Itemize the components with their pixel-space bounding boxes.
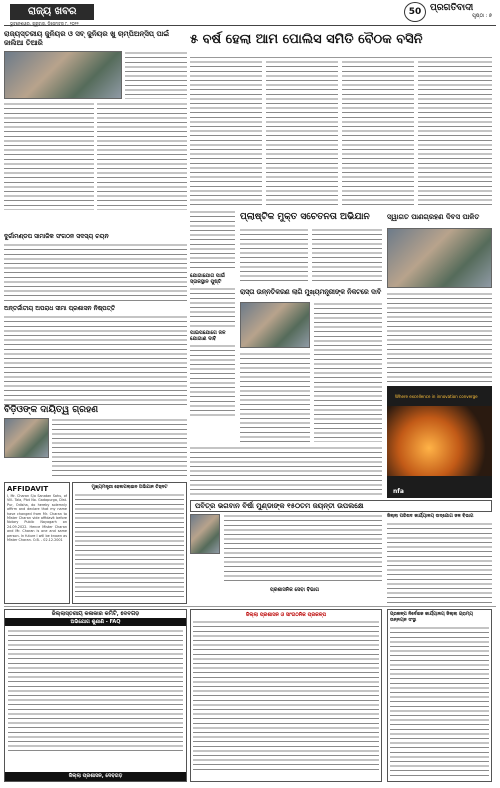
group-photo [387, 228, 492, 288]
body-text [4, 243, 187, 303]
road-photo [240, 302, 310, 348]
team-photo [4, 51, 122, 99]
police-story-columns [190, 60, 492, 208]
birsa-portrait [190, 514, 220, 554]
birsa-notice [190, 514, 382, 604]
body-text [193, 620, 379, 770]
headline: ବିଡ଼ିଓଙ୍କ ଦାୟିତ୍ୱ ଗ୍ରହଣ [4, 405, 99, 415]
body-text [52, 418, 187, 478]
body-text [75, 493, 184, 599]
scheme-title: ମୁଖ୍ୟମନ୍ତ୍ରୀ ହେଲପଲାଇନ ଅଭିଯାନ ଚିହ୍ନଟ [91, 485, 168, 490]
right-notice [387, 500, 492, 604]
brand-name: ପ୍ରଗତିବାଦୀ [430, 3, 474, 13]
body-text [97, 102, 187, 210]
scheme-box [72, 482, 187, 604]
left-story-3 [4, 305, 187, 405]
advert-tagline: Where excellence in innovation converge [395, 394, 478, 399]
affidavit-box [4, 482, 70, 604]
body-text [418, 60, 492, 208]
body-text [125, 51, 187, 99]
left-story-4 [4, 405, 187, 480]
affidavit-title: AFFIDAVIT [7, 485, 49, 493]
advert-logo: nfa [393, 488, 404, 495]
faq-box [4, 609, 187, 782]
body-text [190, 287, 235, 327]
body-text [190, 210, 235, 270]
main-headline-box [190, 30, 492, 58]
body-text [190, 60, 262, 208]
body-text [387, 522, 492, 606]
advert-image [387, 406, 492, 476]
notice-title: ଜିଲ୍ଲା ପରିଷଦ କାର୍ଯ୍ୟାଳୟ ଉଦ୍‌ଯୋଗ ଜଳ ବିଭାଗ [387, 514, 474, 519]
portrait-photo [4, 418, 49, 458]
tender-notice [387, 609, 492, 782]
faq-footer: ଜିଲ୍ଲା ପ୍ରଶାସନ, ଦେବଗଡ଼ [5, 772, 186, 781]
affidavit-body: I, Mr. Charan S/o Sanatan Sahu, of Vill- Tala, Plot No. Gadapurga, Dist. Pur, Odisha, do hereby solemnly affirm and declare that my name have changed from Mr. Charan to Mister Charan vide affidavit before Notary Public Nayagarh on 24.09.2022. Hence Mister Charan and Mr. Charan is one and same person. In future I will be known as Mister Charan. O.B. - 02.12.2001 [7, 494, 67, 543]
body-text [240, 228, 308, 283]
headline: ଅନ୍ତର୍ଜାତୀୟ ଅପରାଧ ସୀମା ପ୍ରଶାସନ ନିଷ୍ପତ୍ତି [4, 305, 116, 312]
body-text [4, 102, 94, 210]
scheme-notice [190, 609, 382, 782]
mid-column [190, 210, 235, 410]
road-headline: ରାସ୍ତା ଉନ୍ନତିକରଣ ଲାଗି ମୁଖ୍ୟମନ୍ତ୍ରୀଙ୍କ ନିକଟରେ ଦାବି [240, 288, 382, 296]
body-text [240, 352, 310, 442]
section-title: ରାଜ୍ୟ ଖବର [10, 4, 94, 20]
body-text [266, 60, 338, 208]
headline: ପାଇପଯୋଗେ ଜଳ ଯୋଗାଣ ଦାବି [190, 330, 226, 342]
body-text [314, 302, 382, 442]
headline: ଯୋଗାଯୋଗ ପାଇଁ ସ୍ତାକସ୍ଥାନ ପୁଷ୍ଟି [190, 273, 225, 285]
faq-list [8, 629, 183, 755]
faq-head: ଅଭିଯୋଗ ଶୁଣାଣି - FAQ [5, 618, 186, 626]
tender-title: ପ୍ରକଳ୍ପ ନିର୍ଦେଶକ କାର୍ଯ୍ୟାଳୟ ଜିଲ୍ଲା ଗ୍ରାମ୍ୟ ଉନ୍ନୟନ ସଂସ୍ଥା [390, 612, 473, 623]
scheme-notice-title: ଜିଲ୍ଲା ପ୍ରଶାସନ ଓ ସାଂଗଠନିକ ପ୍ରକଳ୍ପ [245, 612, 327, 618]
body-text [190, 446, 382, 498]
swadesh-body [387, 292, 492, 382]
divider [4, 606, 496, 607]
plastic-headline: ପ୍ଲାଷ୍ଟିକ ମୁକ୍ତ ସଚେତନତା ଅଭିଯାନ [240, 212, 370, 222]
dateline: ଭୁବନେଶ୍ୱର, ଗୁରୁବାର, ଡିସେମ୍ବର ୮, ୨୦୨୨ [10, 21, 79, 26]
body-text [312, 228, 382, 283]
body-text [342, 60, 414, 208]
left-story-2 [4, 233, 187, 303]
faq-org: ଜିଲ୍ଲାସ୍ତରୀୟ କଳାକାର କମିଟି, ଦେବଗଡ଼ [51, 611, 140, 617]
headline: ରାଜ୍ୟସ୍ତରୀୟ ଜୁନିୟର ଓ ସବ୍ ଜୁନିୟର ଖୁ ଚାମ୍ପିଅନ୍‌ସିପ୍‌ ପାଇଁ ଜାଲିଆ ତିଆରି [4, 30, 170, 47]
page-number: ପୃଷ୍ଠା : ୭ [472, 13, 492, 19]
plastic-story [240, 228, 382, 283]
road-headline-box [240, 286, 382, 300]
main-headline: ୫ ବର୍ଷ ହେଲା ଆମ ପୋଲିସ ସମିତି ବୈଠକ ବସିନି [190, 32, 423, 47]
body-text [224, 514, 382, 584]
birsa-signature: ପ୍ରଶାସନିକ ସେବା ବିଭାଗ [270, 587, 319, 593]
birsa-title: ପବିତ୍ର ଭଗବାନ ବିର୍ଷା ମୁଣ୍ଡାଙ୍କ ୧୫୦ତମ ଜୟନ୍ତୀ ଉପଲକ୍ଷେ [195, 502, 364, 510]
advert [387, 386, 492, 498]
body-text [190, 344, 235, 419]
masthead [4, 0, 496, 26]
swadesh-headline: ସ୍ୱାଗତ ପାଣଗ୍ରହଣ ଦିବସ ପାଳିତ [387, 213, 480, 221]
swadesh-headline-box [387, 210, 492, 226]
anniversary-logo: 50 [404, 2, 426, 22]
headline: ଦୁର୍ଗାମଣ୍ଡପ ସାମାଜିକ ସଂଗଠନ ସଦସ୍ୟ ଚୟନ [4, 233, 109, 240]
body-text [390, 626, 489, 778]
body-text [4, 315, 187, 405]
